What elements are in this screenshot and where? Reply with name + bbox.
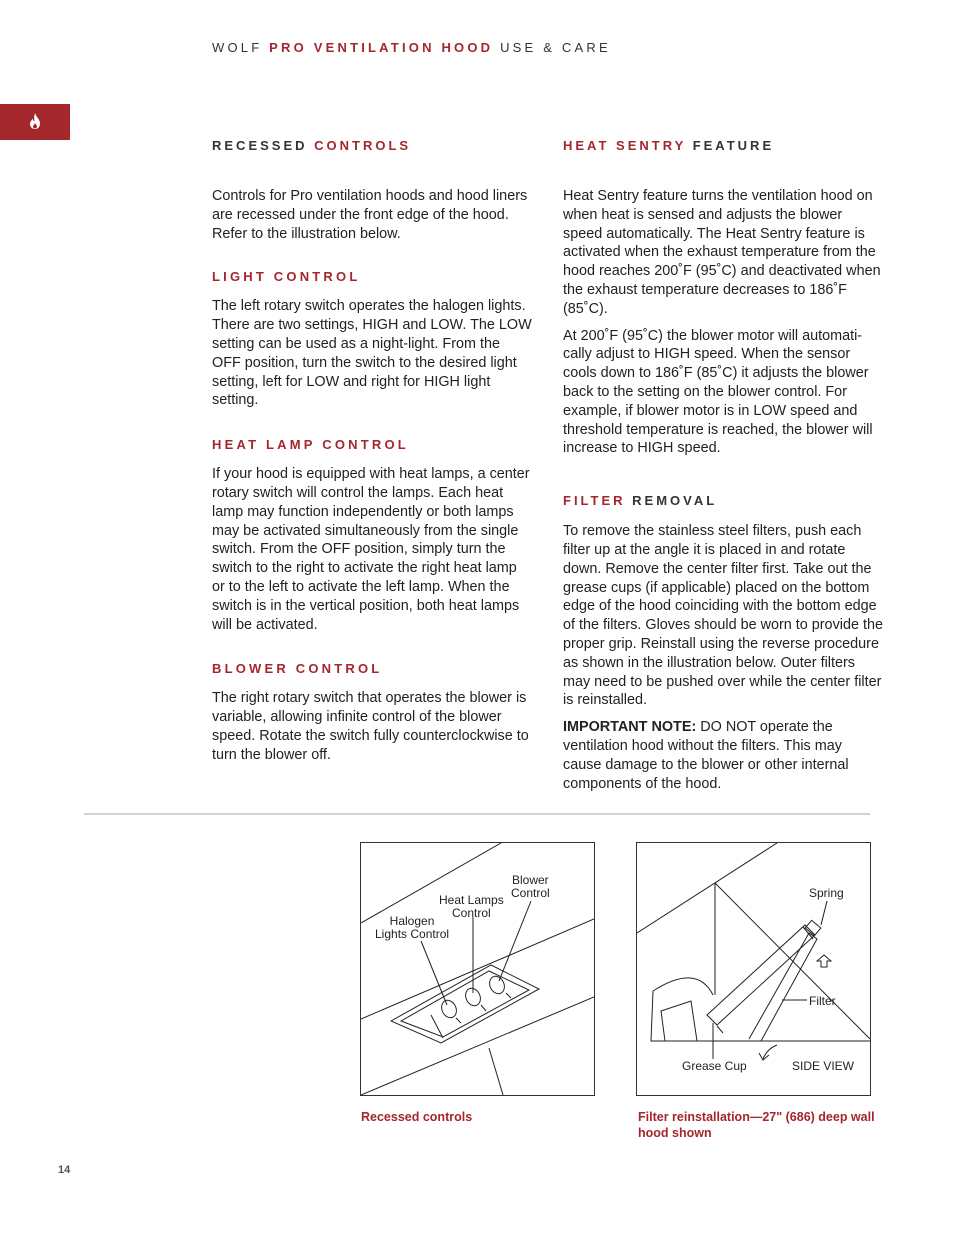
caption-filter-reinstallation: Filter reinstallation—27" (686) deep wall hood shown: [638, 1110, 875, 1140]
heading-accent: HEAT SENTRY: [563, 138, 687, 153]
light-control-heading: LIGHT CONTROL: [212, 269, 361, 285]
heading-plain: REMOVAL: [632, 493, 718, 509]
heat-lamp-control-heading: HEAT LAMP CONTROL: [212, 437, 409, 453]
header-suffix: USE & CARE: [500, 40, 611, 55]
blower-control-heading: BLOWER CONTROL: [212, 661, 383, 677]
recessed-controls-heading: [212, 138, 532, 156]
recessed-controls-intro: Controls for Pro ventilation hoods and hood liners are recessed under the front edge of the hood. Refer to the illustration below.: [212, 188, 528, 242]
filter-removal-text: To remove the stainless steel filters, push each filter up at the angle it is placed in and rotate down. Remove the center filter first. Take out the grease cups (if applicable) placed on the bottom edge of the hood coinciding with the bottom edge of the filters. Gloves should be worn to provide the proper grip. Reinstall using the reverse procedure as shown in the illustration below. Outer filters may need to be pushed over while the center filter is reinstalled.: [563, 523, 883, 709]
filter-removal-heading: [563, 493, 883, 511]
right-column: [563, 138, 883, 793]
caption-recessed-controls: Recessed controls: [361, 1110, 473, 1124]
section-tab: [0, 104, 70, 140]
heat-sentry-paragraph-2: At 200˚F (95˚C) the blower motor will automati-cally adjust to HIGH speed. When the sensor cools down to 186˚F (85˚C) it adjusts the blower back to the setting on the blower control. For example, if blower motor is in LOW speed and threshold temperature is reached, the blower will increase to HIGH speed.: [563, 327, 873, 457]
filter-reinstallation-illustration: [636, 842, 871, 1096]
section-divider: [84, 813, 870, 815]
label-halogen-text: Halogen Lights Control: [375, 914, 450, 941]
heading-plain: FEATURE: [692, 138, 775, 153]
label-spring: Spring: [809, 886, 844, 900]
important-note: [563, 718, 883, 793]
label-blower-text: Blower Control: [511, 873, 550, 900]
important-note-label: IMPORTANT NOTE:: [563, 719, 697, 736]
heading-accent: FILTER: [563, 493, 626, 509]
heat-sentry-paragraph-1: Heat Sentry feature turns the ventilation hood on when heat is sensed and adjusts the blower speed automatically. The Heat Sentry feature is activated when the exhaust temperature from the hood reaches 200˚F (95˚C) and deactivated when the exhaust temperature decreases to 186˚F (85˚C).: [563, 188, 881, 317]
header-accent: PRO VENTILATION HOOD: [269, 40, 494, 55]
left-column: [212, 138, 532, 765]
label-side-view: SIDE VIEW: [792, 1059, 855, 1073]
label-blower-control: [511, 874, 550, 900]
label-heat-text: Heat Lamps Control: [439, 893, 504, 920]
running-header: [212, 40, 611, 55]
heat-sentry-heading: [563, 138, 883, 156]
label-halogen-lights-control: [375, 915, 449, 941]
label-grease-cup: Grease Cup: [682, 1059, 747, 1073]
heading-plain: RECESSED: [212, 138, 308, 153]
heat-lamp-control-text: If your hood is equipped with heat lamps, a center rotary switch will control the lamps. Each heat lamp may function independently or both lamps may be activated simultaneously from the single switch. From the OFF position, simply turn the switch to the right to activate the right heat lamp or to the left to activate the left lamp. When the switch is in the vertical position, both heat lamps will be activated.: [212, 466, 530, 633]
heading-accent: CONTROLS: [314, 138, 412, 153]
label-filter: Filter: [809, 994, 836, 1008]
recessed-controls-illustration: [360, 842, 595, 1096]
header-prefix: WOLF: [212, 40, 263, 55]
light-control-text: The left rotary switch operates the halogen lights. There are two settings, HIGH and LOW. The LOW setting can be used as a night-light. From the OFF position, turn the switch to the desired light setting, left for LOW and right for HIGH light setting.: [212, 298, 532, 409]
important-note-text: DO NOT operate the ventilation hood without the filters. This may cause damage to the blower or other internal components of the hood.: [563, 719, 849, 792]
blower-control-text: The right rotary switch that operates the blower is variable, allowing infinite control of the blower speed. Rotate the switch fully counterclockwise to turn the blower off.: [212, 690, 529, 763]
page-number: 14: [58, 1164, 71, 1176]
